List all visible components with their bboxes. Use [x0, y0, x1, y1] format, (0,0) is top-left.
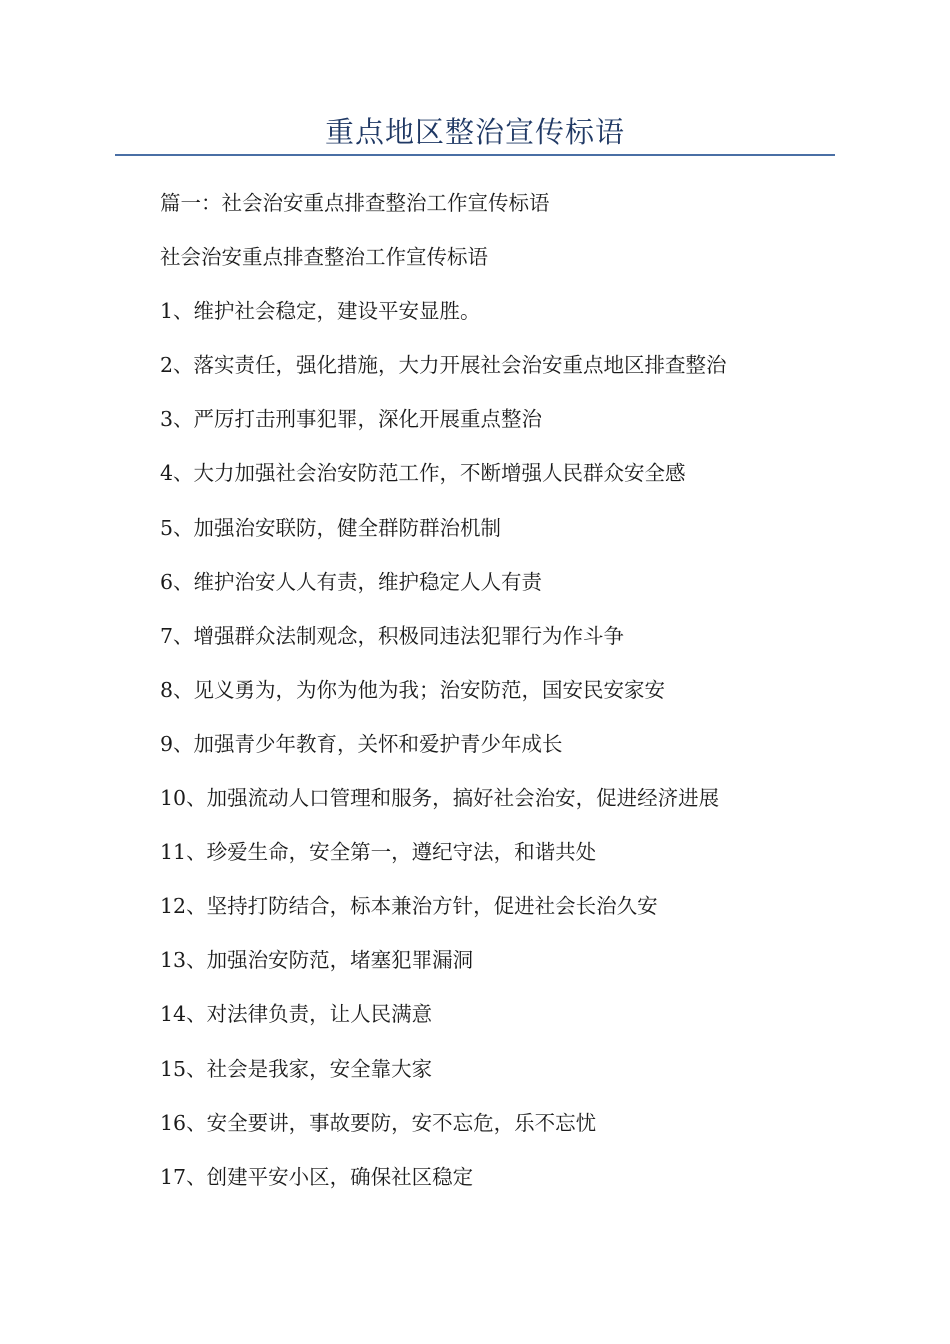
slogan-item: 15、社会是我家，安全靠大家 [160, 1056, 433, 1081]
document-title: 重点地区整治宣传标语 [324, 115, 625, 149]
slogan-item: 4、大力加强社会治安防范工作，不断增强人民群众安全感 [160, 461, 686, 486]
slogan-item: 17、创建平安小区，确保社区稳定 [160, 1164, 474, 1189]
title-underline [115, 154, 835, 156]
document-body [160, 176, 840, 1204]
section-heading: 篇一：社会治安重点排查整治工作宣传标语 [160, 191, 550, 215]
subheading: 社会治安重点排查整治工作宣传标语 [160, 245, 488, 270]
slogan-item: 14、对法律负责，让人民满意 [160, 1002, 433, 1027]
slogan-item: 10、加强流动人口管理和服务，搞好社会治安，促进经济进展 [160, 786, 720, 811]
slogan-item: 7、增强群众法制观念，积极同违法犯罪行为作斗争 [160, 623, 625, 648]
slogan-item: 16、安全要讲，事故要防，安不忘危，乐不忘忧 [160, 1110, 597, 1135]
slogan-item: 8、见义勇为，为你为他为我；治安防范，国安民安家安 [160, 677, 666, 702]
slogan-item: 6、维护治安人人有责，维护稳定人人有责 [160, 569, 543, 594]
slogan-item: 1、维护社会稳定，建设平安显胜。 [160, 299, 481, 324]
slogan-item: 3、严厉打击刑事犯罪，深化开展重点整治 [160, 407, 543, 432]
slogan-item: 13、加强治安防范，堵塞犯罪漏洞 [160, 948, 474, 973]
slogan-item: 12、坚持打防结合，标本兼治方针，促进社会长治久安 [160, 894, 658, 919]
slogan-item: 11、珍爱生命，安全第一，遵纪守法，和谐共处 [160, 840, 597, 865]
slogan-item: 9、加强青少年教育，关怀和爱护青少年成长 [160, 731, 563, 756]
slogan-item: 2、落实责任，强化措施，大力开展社会治安重点地区排查整治 [160, 353, 727, 378]
slogan-item: 5、加强治安联防，健全群防群治机制 [160, 515, 502, 540]
